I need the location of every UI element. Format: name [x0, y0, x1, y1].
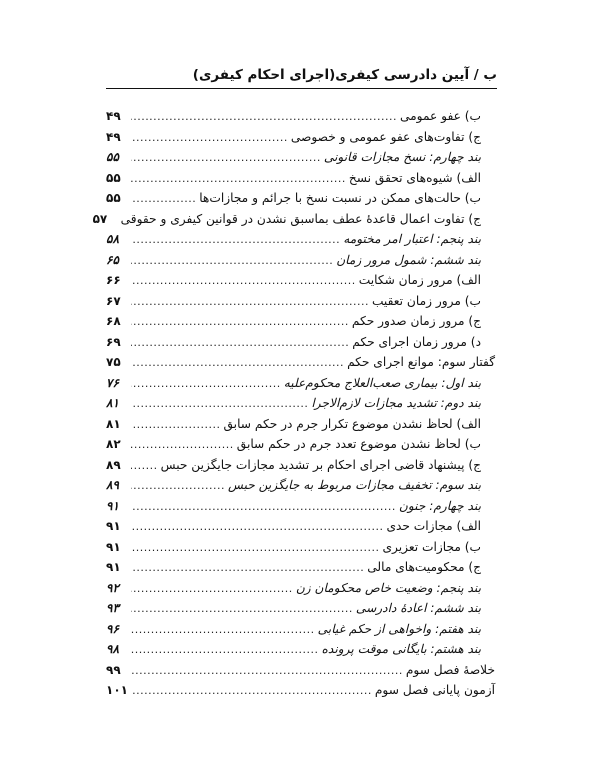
toc-entry-label: بند هفتم: واخواهی از حکم غیابی [317, 621, 481, 636]
dot-leader [131, 128, 288, 149]
toc-entry-label: ج) محکومیت‌های مالی [367, 560, 481, 574]
toc-entry-label: بند هشتم: بایگانی موقت پرونده [321, 642, 481, 656]
toc-entry-page-number: ۹۱ [106, 498, 119, 513]
toc-entry-page-number: ۵۵ [106, 191, 121, 205]
toc-entry-label: ب) مجازات تعزیری [382, 539, 481, 554]
toc-entry [106, 455, 495, 476]
toc-entry-page-number: ۴۹ [106, 109, 121, 123]
toc-entry-page-number: ۹۸ [106, 642, 119, 656]
toc-entry-label: ب) لحاظ نشدن موضوع تعدد جرم در حکم سابق [236, 437, 481, 451]
toc-entry-page-number: ۱۰۱ [106, 683, 128, 697]
dot-leader [131, 497, 396, 518]
dot-leader [131, 620, 315, 641]
toc-entry-label: بند ششم: شمول مرور زمان [336, 252, 481, 267]
toc-entry-label: بند پنجم: اعتبار امر مختومه [343, 232, 481, 246]
dot-leader [131, 435, 234, 456]
toc-entry-label: ج) پیشنهاد قاضی اجرای احکام بر تشدید مجازات جایگزین حبس [160, 457, 481, 472]
dot-leader [131, 107, 397, 128]
toc-entry-label: خلاصۀ فصل سوم [405, 662, 495, 677]
toc-entry-page-number: ۶۸ [106, 314, 121, 328]
toc-entry-label: ب) عفو عمومی [399, 109, 481, 123]
dot-leader [131, 230, 340, 251]
toc-entry-label: آزمون پایانی فصل سوم [374, 683, 495, 697]
toc-entry-label: الف) شیوه‌های تحقق نسخ [348, 170, 481, 185]
toc-entry [106, 557, 495, 578]
dot-leader [131, 681, 372, 702]
toc-entry-page-number: ۸۱ [106, 396, 119, 410]
toc-entry-label: بند دوم: تشدید مجازات لازم‌الاجرا [311, 396, 481, 410]
dot-leader [131, 312, 349, 333]
toc-entry-page-number: ۷۵ [106, 355, 121, 369]
toc-entry-label: ج) تفاوت‌های عفو عمومی و خصوصی [290, 129, 481, 144]
dot-leader [131, 394, 308, 415]
toc-entry-page-number: ۸۹ [106, 457, 121, 472]
toc-entry-page-number: ۹۳ [106, 601, 119, 615]
toc-entry [106, 516, 495, 537]
toc-entry [106, 598, 495, 619]
toc-entry-label: بند پنجم: وضعیت خاص محکومان زن [295, 580, 481, 595]
toc-entry-page-number: ۸۱ [106, 416, 121, 431]
toc-entry-label: د) مرور زمان اجرای حکم [352, 334, 481, 349]
toc-entry-label: ج) تفاوت اعمال قاعدۀ عطف بماسبق نشدن در قوانین کیفری و حقوقی [120, 211, 481, 226]
toc-entry [106, 229, 495, 250]
dot-leader [131, 538, 380, 559]
toc-entry [92, 209, 495, 230]
toc-entry-page-number: ۶۵ [106, 252, 119, 267]
toc-entry-page-number: ۷۶ [106, 375, 119, 390]
toc-entry-page-number: ۹۹ [106, 662, 121, 677]
toc-entry [106, 680, 495, 701]
toc-entry-page-number: ۵۷ [92, 211, 108, 226]
running-header: ب / آیین دادرسی کیفری(اجرای احکام کیفری) [106, 62, 497, 89]
toc-entry [106, 250, 495, 271]
dot-leader [131, 517, 383, 538]
toc-entry [106, 291, 495, 312]
toc-entry [106, 270, 495, 291]
dot-leader [131, 292, 369, 313]
dot-leader [131, 148, 321, 169]
toc-entry [106, 352, 495, 373]
toc-entry-page-number: ۸۹ [106, 478, 119, 492]
toc-entry [106, 537, 495, 558]
toc-entry [106, 619, 495, 640]
toc-entry-page-number: ۹۱ [106, 539, 121, 554]
toc-entry [106, 188, 495, 209]
toc-entry [106, 168, 495, 189]
toc-entry-page-number: ۵۸ [106, 232, 119, 246]
toc-entry-label: بند چهارم: نسخ مجازات قانونی [323, 150, 481, 164]
dot-leader [131, 579, 293, 600]
toc-entry [106, 496, 495, 517]
toc-entry-label: ب) حالت‌های ممکن در نسبت نسخ با جرائم و مجازات‌ها [199, 191, 481, 205]
toc-entry-page-number: ۸۲ [106, 437, 121, 451]
toc-entry-page-number: ۹۱ [106, 519, 121, 533]
dot-leader [131, 374, 281, 395]
toc-entry [106, 639, 495, 660]
toc-entry [106, 147, 495, 168]
toc-entry [106, 127, 495, 148]
dot-leader [131, 415, 221, 436]
toc-entry [106, 373, 495, 394]
toc-entry-page-number: ۵۵ [106, 150, 119, 164]
toc-entry-page-number: ۹۱ [106, 560, 121, 574]
dot-leader [131, 251, 333, 272]
toc-entry [106, 578, 495, 599]
toc-entry-label: ب) مرور زمان تعقیب [371, 293, 481, 308]
dot-leader [131, 271, 356, 292]
toc-entry-label: ج) مرور زمان صدور حکم [351, 314, 481, 328]
toc-entry-page-number: ۶۷ [106, 293, 121, 308]
table-of-contents [92, 106, 495, 701]
toc-entry [106, 414, 495, 435]
toc-entry-label: بند چهارم: جنون [398, 498, 481, 513]
toc-entry-label: گفتار سوم: موانع اجرای حکم [347, 355, 495, 369]
toc-entry [106, 311, 495, 332]
dot-leader [131, 333, 349, 354]
toc-entry-label: الف) مجازات حدی [386, 519, 481, 533]
dot-leader [131, 476, 225, 497]
dot-leader [131, 599, 353, 620]
toc-entry-label: بند اول: بیماری صعب‌العلاج محکوم‌علیه [283, 375, 481, 390]
dot-leader [131, 189, 196, 210]
toc-entry-page-number: ۴۹ [106, 129, 121, 144]
dot-leader [131, 353, 344, 374]
toc-entry-label: الف) مرور زمان شکایت [358, 273, 481, 287]
toc-entry-label: بند ششم: اعادۀ دادرسی [355, 601, 481, 615]
toc-entry [106, 660, 495, 681]
dot-leader [131, 169, 346, 190]
toc-entry-page-number: ۹۶ [106, 621, 119, 636]
toc-entry [106, 393, 495, 414]
toc-entry-label: الف) لحاظ نشدن موضوع تکرار جرم در حکم سابق [223, 416, 481, 431]
dot-leader [131, 456, 158, 477]
toc-entry [106, 332, 495, 353]
toc-entry-page-number: ۶۹ [106, 334, 121, 349]
toc-entry [106, 475, 495, 496]
toc-entry [106, 434, 495, 455]
toc-entry-page-number: ۶۶ [106, 273, 121, 287]
toc-entry-label: بند سوم: تخفیف مجازات مربوط به جایگزین حبس [228, 478, 481, 492]
toc-entry-page-number: ۵۵ [106, 170, 121, 185]
dot-leader [131, 640, 319, 661]
dot-leader [131, 558, 364, 579]
toc-entry-page-number: ۹۲ [106, 580, 119, 595]
dot-leader [131, 661, 403, 682]
toc-entry [106, 106, 495, 127]
